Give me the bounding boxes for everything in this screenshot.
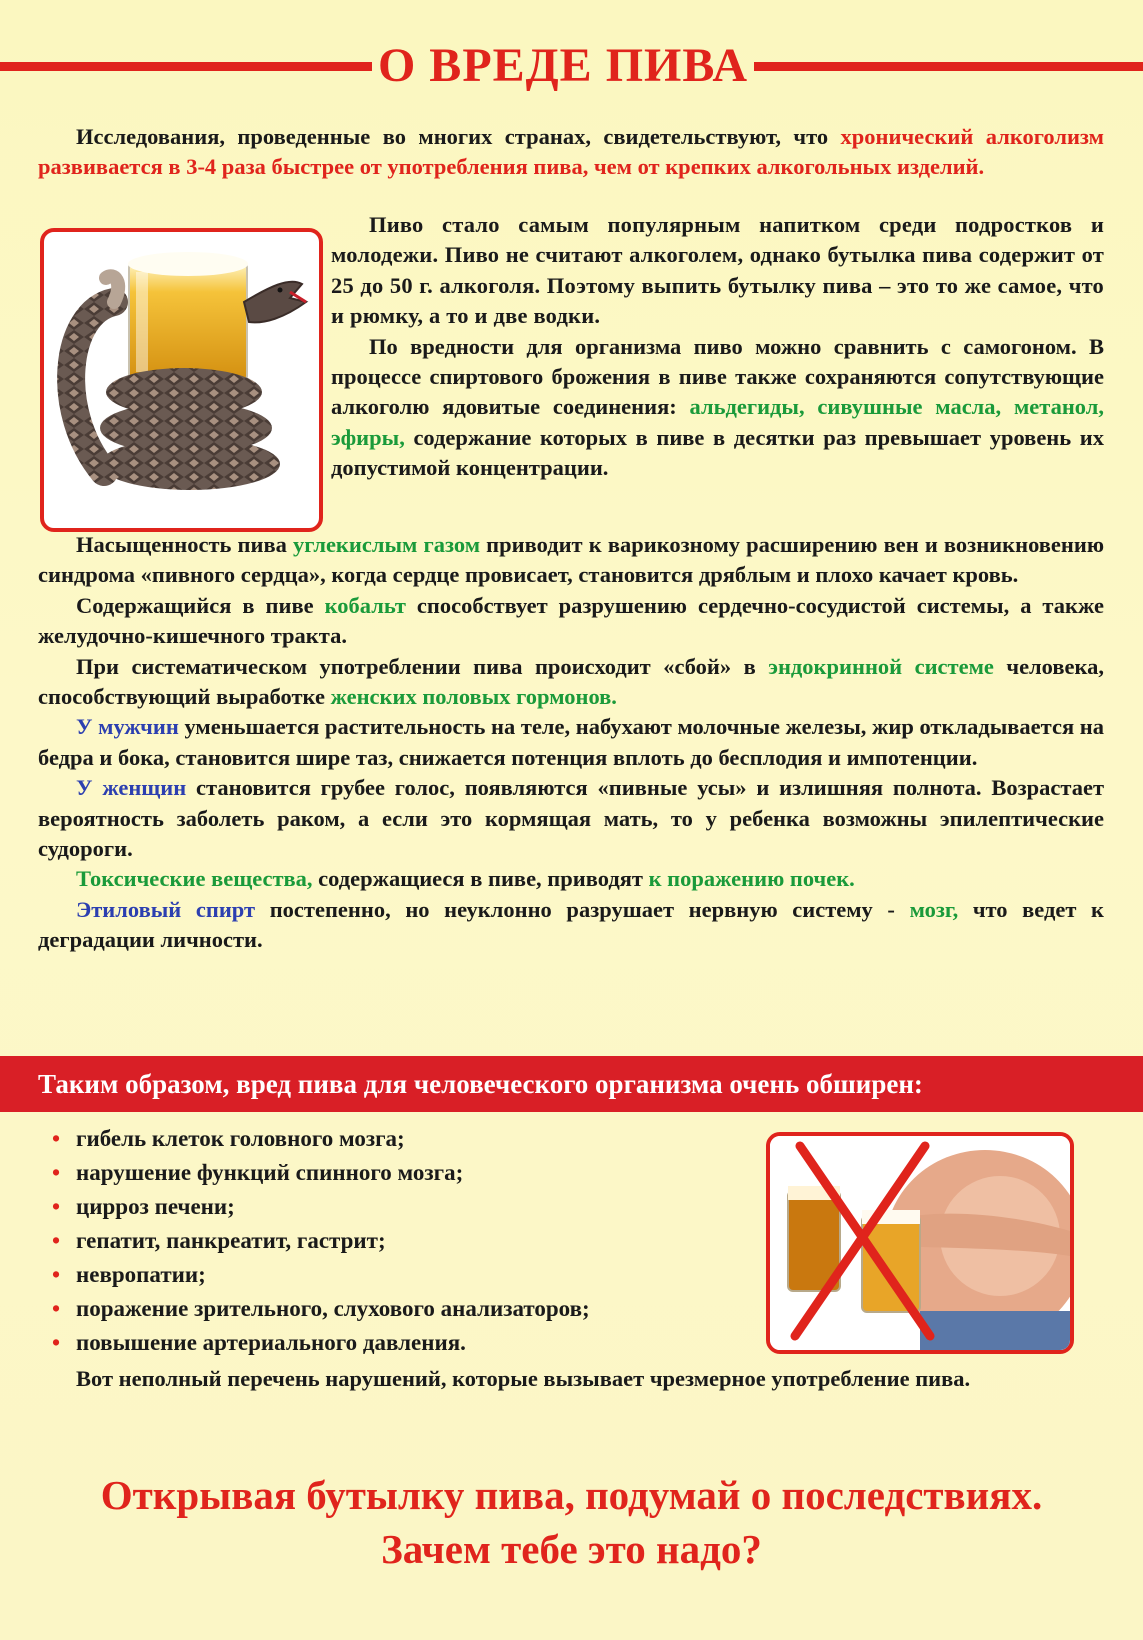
title-divider-right (754, 62, 1143, 71)
side-paragraph-2 (331, 332, 1104, 484)
brain-highlight: мозг, (909, 896, 959, 922)
paragraph-cobalt (38, 591, 1104, 652)
side-paragraph-1: Пиво стало самым популярным напитком среди подростков и молодежи. Пиво не считают алкоголем, однако бутылка пива содержит от 25 до 50 г. алкоголя. Поэтому выпить бутылку пива – это то же самое, что и рюмку, а то и две водки. (331, 212, 1104, 329)
women-highlight: У женщин (76, 775, 187, 801)
co2-highlight: углекислым газом (293, 532, 481, 557)
p9-middle: постепенно, но неуклонно разрушает нервную систему - (255, 896, 910, 922)
intro-highlight: хронический алкоголизм развивается в 3-4 раза быстрее от употребления пива, чем от крепких алкогольных изделий. (38, 124, 1104, 180)
endocrine-highlight: эндокринной системе (768, 653, 994, 679)
beer-belly-photo (766, 1132, 1074, 1354)
page-title: О ВРЕДЕ ПИВА (377, 39, 749, 92)
title-divider-left (0, 62, 372, 71)
list-item: • цирроз печени; (48, 1190, 768, 1224)
summary-banner: Таким образом, вред пива для человеческого организма очень обширен: (0, 1056, 1143, 1112)
toxic-compounds-highlight: альдегиды, сивушные масла, метанол, эфиры, (331, 394, 1105, 450)
main-text-block (38, 530, 1104, 956)
harm-list (48, 1122, 768, 1360)
title-row (0, 36, 1143, 96)
closing-text: Вот неполный перечень нарушений, которые вызывает чрезмерное употребление пива. (76, 1366, 971, 1391)
p9-tail: что ведет к деградации личности. (38, 896, 1104, 953)
hormones-highlight: женских половых гормонов. (330, 684, 617, 710)
crossed-beer-belly-icon (770, 1136, 1070, 1350)
list-item: • нарушение функций спинного мозга; (48, 1156, 768, 1190)
p7-tail: становится грубее голос, появляются «пивные усы» и излишняя полнота. Возрастает вероятность заболеть раком, а если это кормящая мать, то у ребенка возможны эпилептические судороги. (38, 775, 1105, 862)
slogan-line-2: Зачем тебе это надо? (381, 1526, 762, 1572)
list-item: • повышение артериального давления. (48, 1326, 768, 1360)
paragraph-women (38, 773, 1104, 864)
p3-text: Насыщенность пива (76, 532, 293, 557)
ethanol-highlight: Этиловый спирт (76, 896, 256, 922)
side-paragraph-2-tail: содержание которых в пиве в десятки раз превышает уровень их допустимой концентрации. (331, 424, 1104, 481)
intro-text: Исследования, проведенные во многих странах, свидетельствуют, что (76, 124, 841, 149)
men-highlight: У мужчин (76, 714, 179, 740)
snake-wrapped-beer-mug-icon (44, 232, 319, 528)
p4-tail: способствует разрушению сердечно-сосудистой системы, а также желудочно-кишечного тракта. (38, 592, 1104, 649)
list-item: • гепатит, панкреатит, гастрит; (48, 1224, 768, 1258)
intro-paragraph (38, 122, 1104, 183)
slogan-line-1: Открывая бутылку пива, подумай о последствиях. (100, 1472, 1043, 1518)
paragraph-endocrine (38, 652, 1104, 713)
p6-tail: уменьшается растительность на теле, набухают молочные железы, жир откладывается на бедра и бока, становится шире таз, снижается потенция вплоть до бесплодия и импотенции. (38, 714, 1104, 770)
cobalt-highlight: кобальт (324, 592, 406, 618)
kidneys-highlight: к поражению почек. (648, 866, 855, 892)
list-item: • гибель клеток головного мозга; (48, 1122, 768, 1156)
paragraph-co2 (38, 530, 1104, 591)
snake-beer-photo (40, 228, 323, 532)
closing-paragraph (38, 1364, 1104, 1394)
p3-tail: приводит к варикозному расширению вен и возникновению синдрома «пивного сердца», когда сердце провисает, становится дряблым и плохо качает кровь. (38, 532, 1105, 588)
paragraph-men (38, 712, 1104, 773)
p4-text: Содержащийся в пиве (76, 592, 325, 618)
toxic-highlight: Токсические вещества, (76, 866, 313, 892)
list-item: • поражение зрительного, слухового анализаторов; (48, 1292, 768, 1326)
side-paragraph-2-text: По вредности для организма пиво можно сравнить с самогоном. В процессе спиртового брожения в пиве также сохраняются сопутствующие алкоголю ядовитые соединения: (331, 333, 1104, 420)
paragraph-ethanol (38, 895, 1104, 956)
p5-middle: человека, способствующий выработке (38, 653, 1105, 710)
side-text-block (331, 210, 1104, 484)
p8-middle: содержащиеся в пиве, приводят (312, 866, 649, 892)
paragraph-toxic (38, 864, 1104, 894)
p5-text: При систематическом употреблении пива происходит «сбой» в (76, 653, 769, 679)
list-item: • невропатии; (48, 1258, 768, 1292)
